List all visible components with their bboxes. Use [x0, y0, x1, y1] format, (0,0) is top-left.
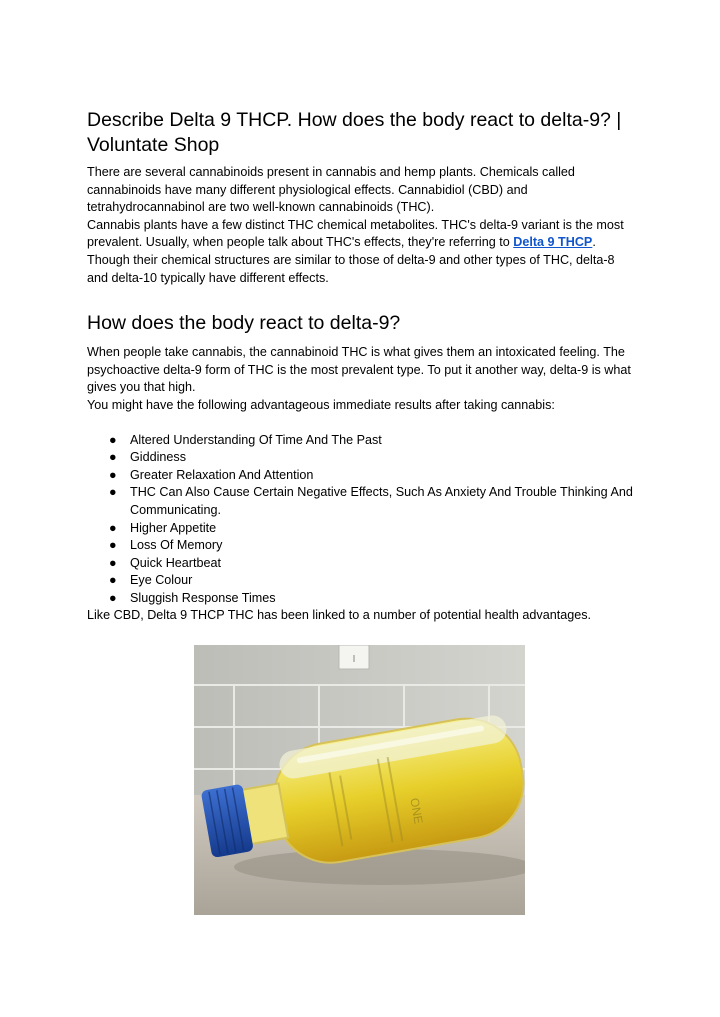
list-item: ● Higher Appetite — [87, 520, 637, 538]
list-item: ● Giddiness — [87, 449, 637, 467]
bottle-image — [194, 645, 525, 915]
list-item: ● THC Can Also Cause Certain Negative Effects, Such As Anxiety And Trouble Thinking And Communicating. — [109, 485, 633, 517]
intro-paragraph-1: There are several cannabinoids present in cannabis and hemp plants. Chemicals called cannabinoids have many different physiological effects. Cannabidiol (CBD) and tetrahydrocannabinol are two well-known cannabinoids (THC). — [87, 165, 575, 215]
bullet-icon: ● — [109, 520, 117, 535]
section-paragraph-2: You might have the following advantageous immediate results after taking cannabis: — [87, 397, 555, 412]
document-page — [87, 108, 637, 625]
intro-text-before-link: Cannabis plants have a few distinct THC chemical metabolites. THC's delta-9 variant is the most prevalent. Usually, when people talk about THC's effects, they're referring to — [87, 217, 624, 250]
section-paragraph-1: When people take cannabis, the cannabinoid THC is what gives them an intoxicated feeling. The psychoactive delta-9 form of THC is the most prevalent type. To put it another way, delta-9 is what gives you that high. — [87, 345, 631, 395]
closing-paragraph: Like CBD, Delta 9 THCP THC has been linked to a number of potential health advantages. — [87, 608, 592, 623]
bullet-icon: ● — [109, 467, 117, 482]
bottle-label-text: ONE — [407, 796, 426, 825]
list-item: ● Sluggish Response Times — [87, 590, 637, 608]
oil-bottle-photo — [194, 645, 525, 915]
bullet-icon: ● — [109, 450, 117, 465]
intro-paragraph-2 — [87, 217, 637, 287]
effects-list — [87, 432, 637, 608]
list-item: ● Quick Heartbeat — [87, 555, 637, 573]
list-item: ● Eye Colour — [87, 572, 637, 590]
list-item: ● Loss Of Memory — [87, 537, 637, 555]
bullet-icon: ● — [109, 432, 117, 447]
page-title: Describe Delta 9 THCP. How does the body react to delta-9? | Voluntate Shop — [87, 109, 622, 156]
bullet-icon: ● — [109, 555, 117, 570]
list-item: ● Greater Relaxation And Attention — [87, 467, 637, 485]
intro-text-after-link: . Though their chemical structures are similar to those of delta-9 and other types of THC, delta-8 and delta-10 typically have different effects. — [87, 235, 615, 285]
bullet-icon: ● — [109, 485, 117, 500]
bullet-icon: ● — [109, 573, 117, 588]
bullet-icon: ● — [109, 590, 117, 605]
section-heading: How does the body react to delta-9? — [87, 312, 401, 335]
delta-9-thcp-link[interactable]: Delta 9 THCP — [513, 235, 593, 250]
bullet-icon: ● — [109, 538, 117, 553]
list-item: ● Altered Understanding Of Time And The Past — [87, 432, 637, 450]
